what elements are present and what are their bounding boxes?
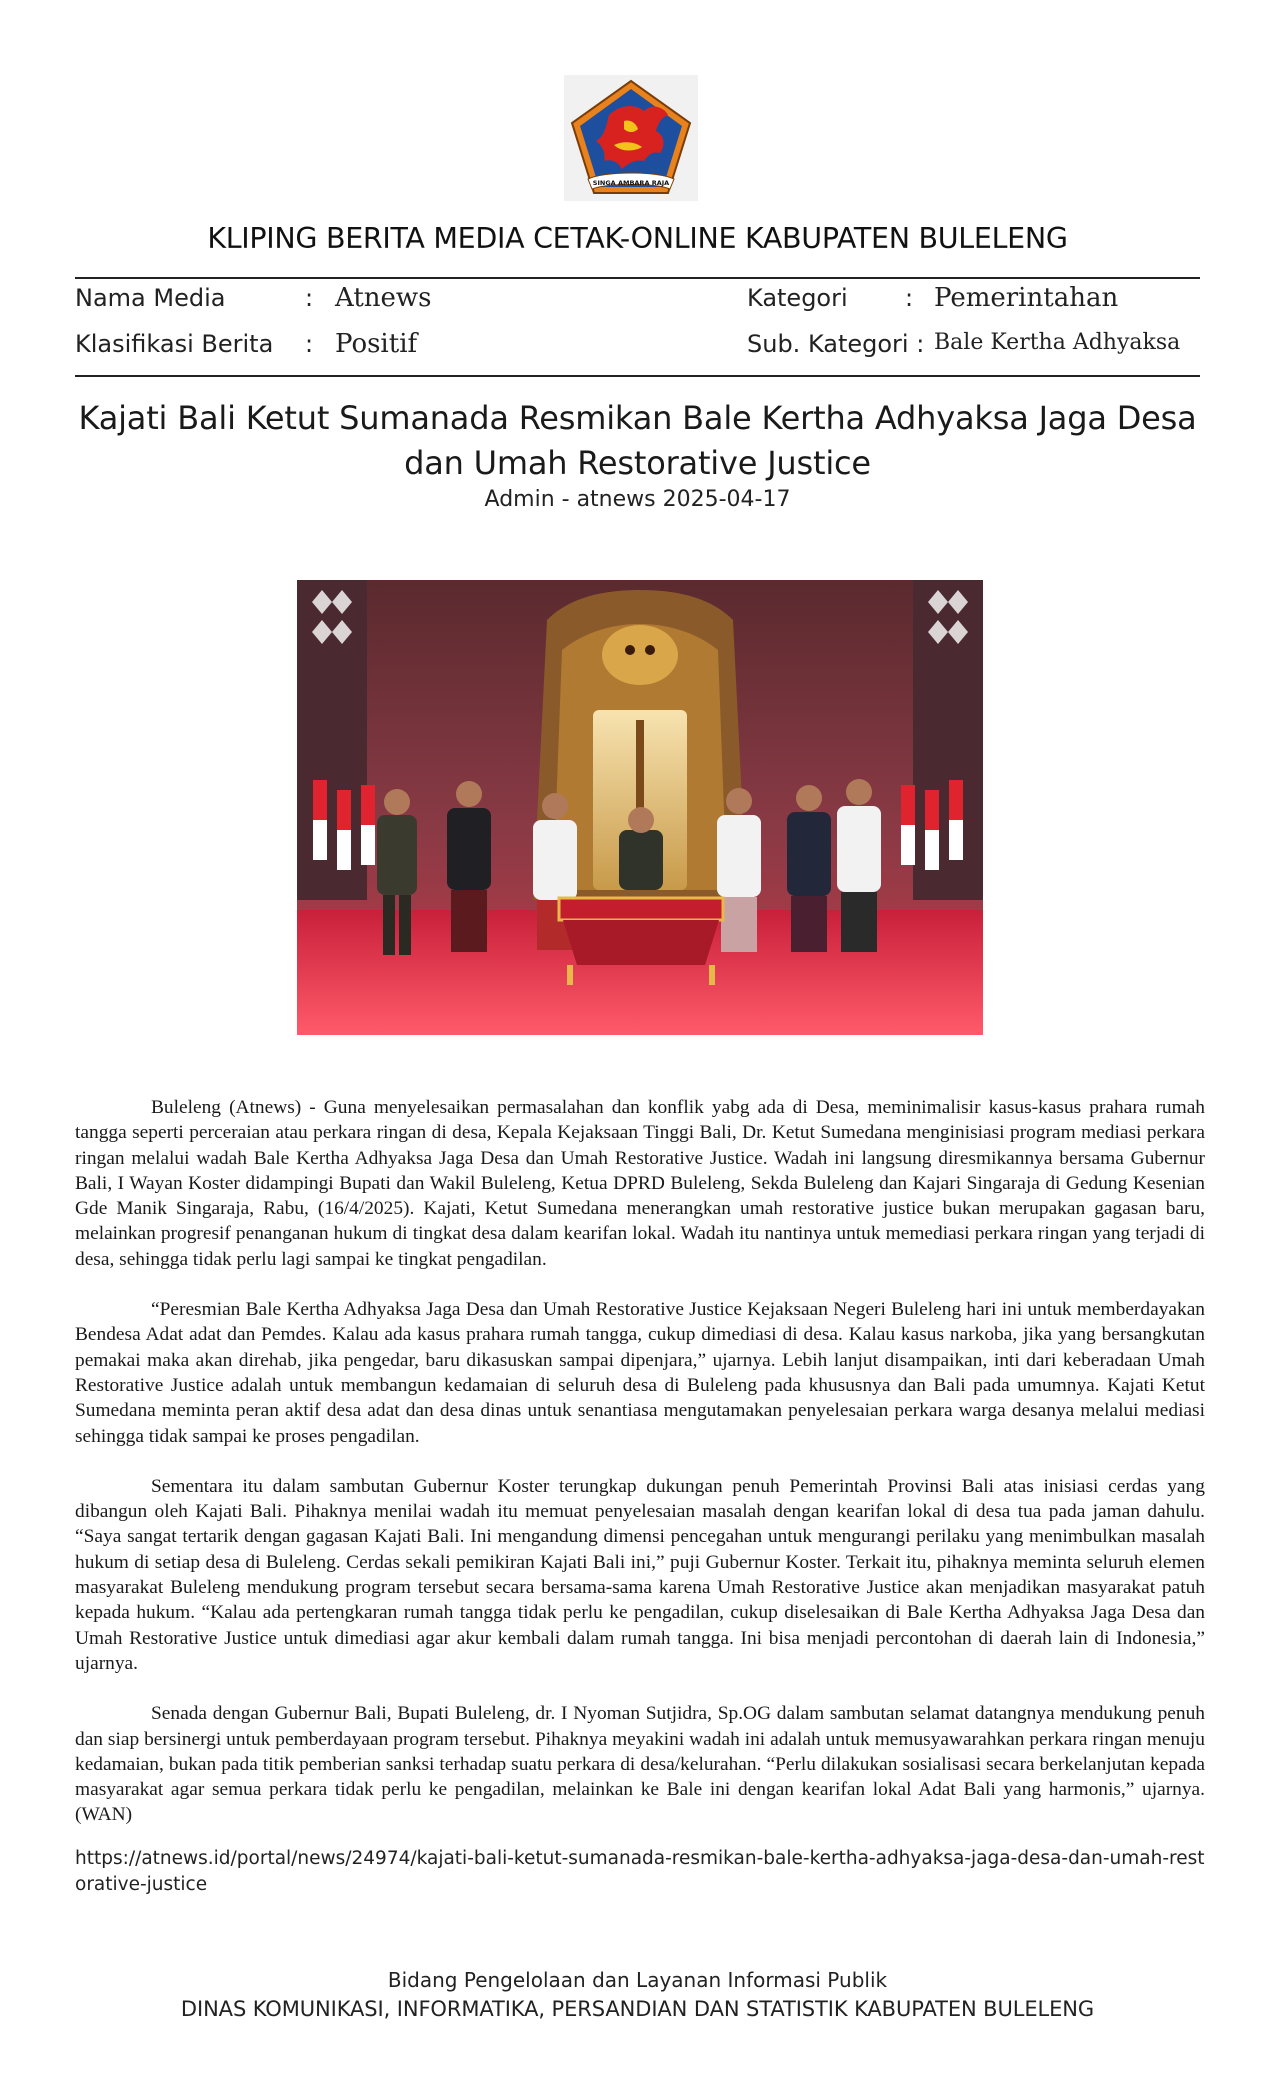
article-byline: Admin - atnews 2025-04-17 [484,487,791,512]
buleleng-emblem-logo [564,75,698,201]
sub-category-value: Bale Kertha Adhyaksa [934,330,1181,355]
article-source-link[interactable]: https://atnews.id/portal/news/24974/kajati-bali-ketut-sumanada-resmikan-bale-kertha-adhyaksa-jaga-desa-dan-umah-restorative-justice [75,1848,1205,1895]
category-label: Kategori [747,284,848,312]
news-classification-value: Positif [335,329,418,359]
news-classification-label: Klasifikasi Berita [75,330,274,358]
media-name-colon: : [305,284,314,312]
media-name-label: Nama Media [75,284,226,312]
article-paragraph-4: Senada dengan Gubernur Bali, Bupati Buleleng, dr. I Nyoman Sutjidra, Sp.OG dalam sambutan selamat datangnya mendukung penuh dan siap bersinergi untuk pemberdayaan program tersebut. Pihaknya meyakini wadah ini adalah untuk memusyawarahkan perkara ringan menuju kedamaian, bukan pada titik pemberian sanksi terhadap suatu perkara di desa/kelurahan. “Perlu dilakukan sosialisasi secara berkelanjutan kepada masyarakat agar semua perkara tidak perlu ke pengadilan, melainkan ke Bale ini dengan kearifan lokal Adat Bali yang harmonis,” ujarnya. (WAN) [75,1703,1205,1826]
article-body [75,1095,1205,1853]
article-paragraph-2: “Peresmian Bale Kertha Adhyaksa Jaga Desa dan Umah Restorative Justice Kejaksaan Negeri Buleleng hari ini untuk memberdayakan Bendesa Adat adat dan Pemdes. Kalau ada kasus prahara rumah tangga, cukup dimediasi di desa. Kalau kasus narkoba, jika yang bersangkutan pemakai maka akan direhab, jika pengedar, baru dikasuskan sampai dipenjara,” ujarnya. Lebih lanjut disampaikan, inti dari keberadaan Umah Restorative Justice adalah untuk membangun kedamaian di seluruh desa di Buleleng pada khususnya dan Bali pada umumnya. Kajati Ketut Sumedana meminta peran aktif desa adat dan desa dinas untuk senantiasa mengutamakan penyelesaian perkara warga desanya melalui mediasi sehingga tidak sampai ke proses pengadilan. [75,1299,1205,1447]
category-value: Pemerintahan [934,283,1119,313]
category-colon: : [905,284,914,312]
media-name-value: Atnews [335,283,432,313]
clipping-header-title: KLIPING BERITA MEDIA CETAK-ONLINE KABUPATEN BULELENG [207,222,1068,255]
footer-agency: DINAS KOMUNIKASI, INFORMATIKA, PERSANDIAN DAN STATISTIK KABUPATEN BULELENG [180,1997,1095,2021]
article-headline: Kajati Bali Ketut Sumanada Resmikan Bale Kertha Adhyaksa Jaga Desa dan Umah Restorative Justice [78,399,1197,482]
svg-text:SINGA AMBARA RAJA: SINGA AMBARA RAJA [592,179,670,187]
header-divider-bottom [75,375,1200,377]
article-paragraph-3: Sementara itu dalam sambutan Gubernur Koster terungkap dukungan penuh Pemerintah Provinsi Bali atas inisiasi cerdas yang dibangun oleh Kajati Bali. Pihaknya menilai wadah itu memuat penyelesaian masalah dengan kearifan lokal di desa tua pada jaman dahulu. “Saya sangat tertarik dengan gagasan Kajati Bali. Ini mengandung dimensi pencegahan untuk mengurangi perilaku yang menimbulkan masalah hukum di setiap desa di Buleleng. Cerdas sekali pemikiran Kajati Bali ini,” puji Gubernur Koster. Terkait itu, pihaknya meminta seluruh elemen masyarakat Buleleng mendukung program tersebut secara bersama-sama karena Umah Restorative Justice akan menjadikan masyarakat patuh kepada hukum. “Kalau ada pertengkaran rumah tangga tidak perlu ke pengadilan, cukup diselesaikan di Bale Kertha Adhyaksa Jaga Desa dan Umah Restorative Justice untuk dimediasi agar akur kembali dalam rumah tangga. Ini bisa menjadi percontohan di daerah lain di Indonesia,” ujarnya. [75,1475,1205,1674]
header-divider-top [75,277,1200,279]
news-classification-colon: : [305,330,314,358]
article-photo [297,580,983,1035]
article-paragraph-1: Buleleng (Atnews) - Guna menyelesaikan permasalahan dan konflik yabg ada di Desa, meminimalisir kasus-kasus prahara rumah tangga seperti perceraian atau perkara ringan di desa, Kepala Kejaksaan Tinggi Bali, Dr. Ketut Sumedana menginisiasi program mediasi perkara ringan melalui wadah Bale Kertha Adhyaksa Jaga Desa dan Umah Restorative Justice. Wadah ini langsung diresmikannya bersama Gubernur Bali, I Wayan Koster didampingi Bupati dan Wakil Buleleng, Ketua DPRD Buleleng, Sekda Buleleng dan Kajari Singaraja di Gedung Kesenian Gde Manik Singaraja, Rabu, (16/4/2025). Kajati, Ketut Sumedana menerangkan umah restorative justice bukan merupakan gagasan baru, melainkan progresif penanganan hukum di tingkat desa dalam kearifan lokal. Wadah itu nantinya untuk memediasi perkara ringan yang terjadi di desa, sehingga tidak perlu lagi sampai ke tingkat pengadilan. [75,1097,1205,1270]
footer-department: Bidang Pengelolaan dan Layanan Informasi Publik [387,1968,888,1992]
sub-category-label: Sub. Kategori : [747,330,925,358]
